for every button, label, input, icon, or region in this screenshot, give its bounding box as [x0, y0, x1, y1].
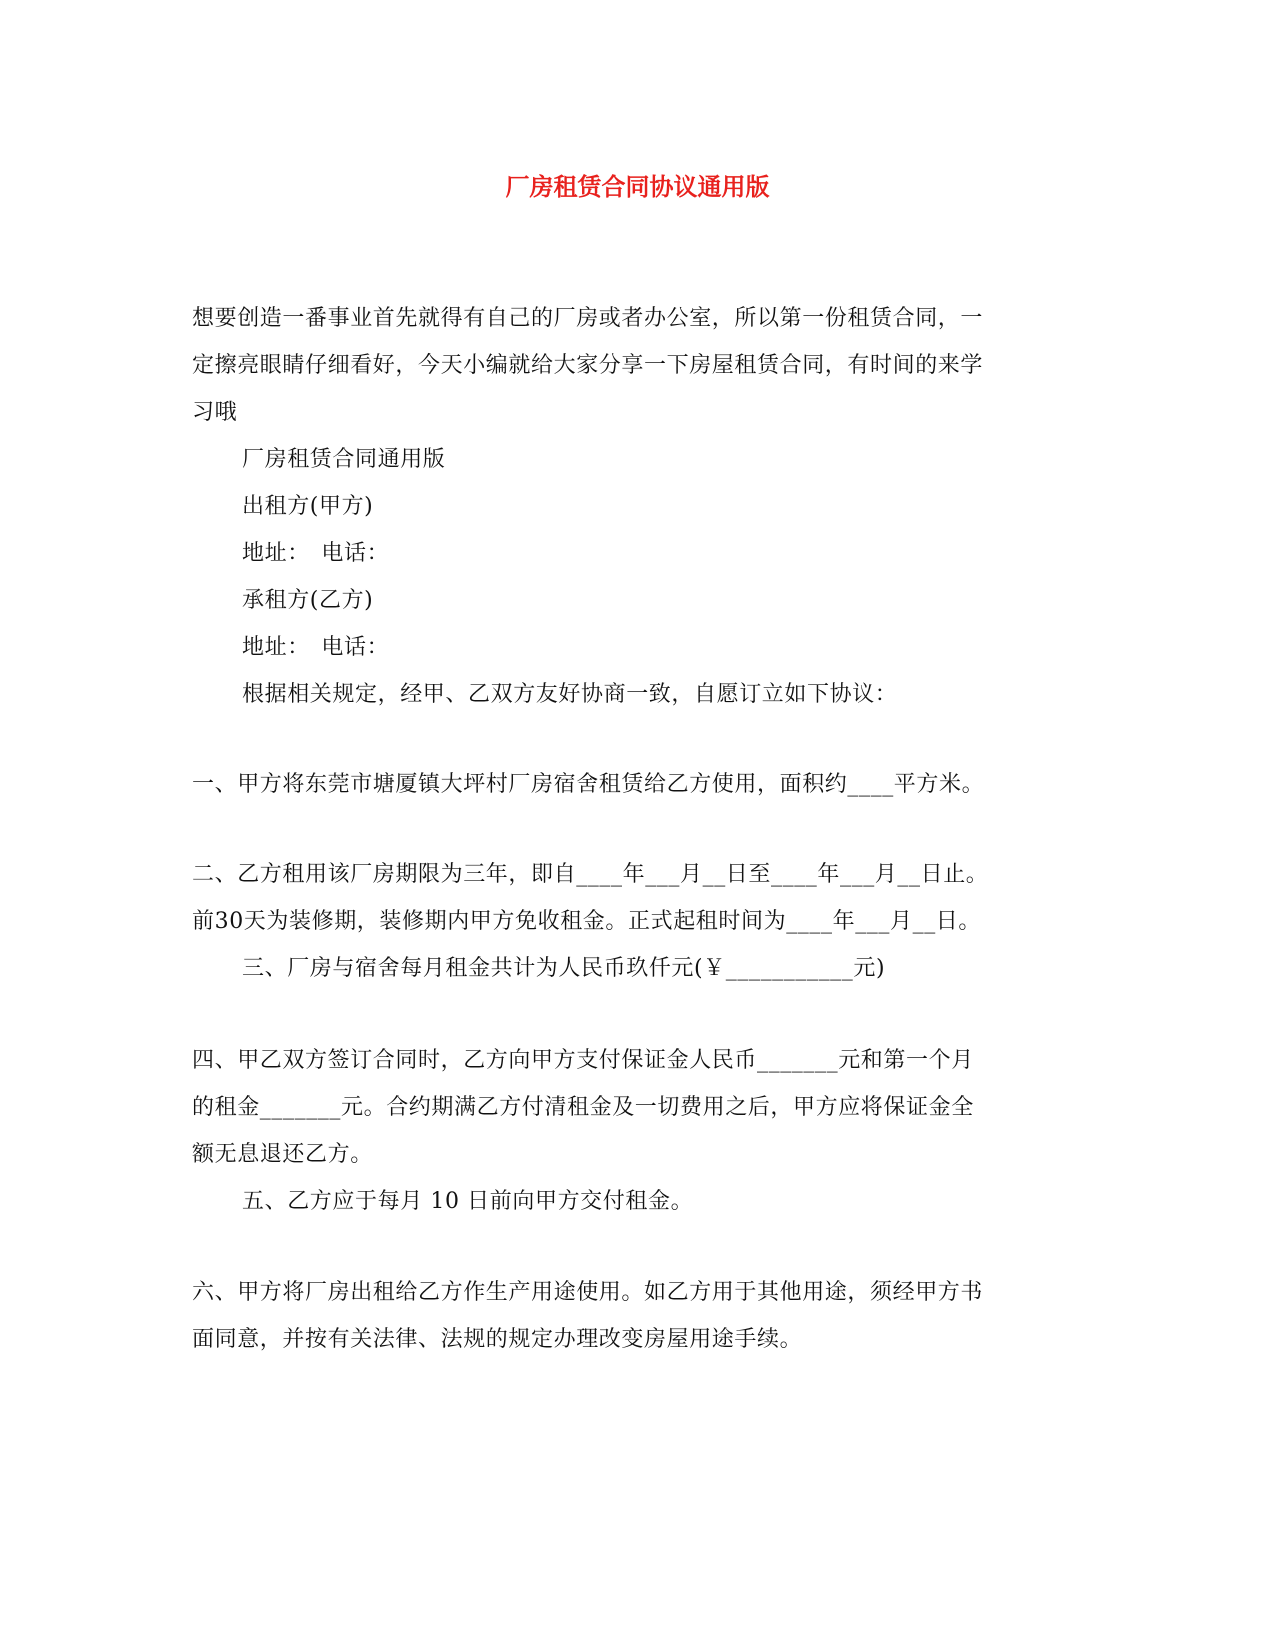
agreement-preamble: 根据相关规定，经甲、乙双方友好协商一致，自愿订立如下协议：: [242, 682, 898, 707]
contract-subtitle: 厂房租赁合同通用版: [242, 447, 446, 472]
clause-4-line-2: 的租金_______元。合约期满乙方付清租金及一切费用之后，甲方应将保证金全: [192, 1095, 974, 1120]
clause-6-line-2: 面同意，并按有关法律、法规的规定办理改变房屋用途手续。: [192, 1327, 803, 1352]
lessee-label: 承租方(乙方): [242, 588, 374, 613]
lessor-label: 出租方(甲方): [242, 494, 374, 519]
clause-1: 一、甲方将东莞市塘厦镇大坪村厂房宿舍租赁给乙方使用，面积约____平方米。: [192, 772, 985, 797]
clause-2-line-2: 前30天为装修期，装修期内甲方免收租金。正式起租时间为____年___月__日。: [192, 909, 981, 934]
document-title: 厂房租赁合同协议通用版: [505, 172, 770, 201]
clause-2-line-1: 二、乙方租用该厂房期限为三年，即自____年___月__日至____年___月__日止。: [192, 862, 989, 887]
clause-3: 三、厂房与宿舍每月租金共计为人民币玖仟元(￥___________元): [242, 956, 886, 981]
lessee-address-phone: 地址： 电话：: [242, 635, 390, 660]
intro-line-3: 习哦: [192, 400, 238, 425]
clause-5: 五、乙方应于每月 10 日前向甲方交付租金。: [242, 1189, 694, 1214]
clause-4-line-3: 额无息退还乙方。: [192, 1142, 373, 1167]
lessor-address-phone: 地址： 电话：: [242, 541, 390, 566]
intro-line-2: 定擦亮眼睛仔细看好，今天小编就给大家分享一下房屋租赁合同，有时间的来学: [192, 353, 984, 378]
clause-4-line-1: 四、甲乙双方签订合同时，乙方向甲方支付保证金人民币_______元和第一个月: [192, 1048, 974, 1073]
clause-6-line-1: 六、甲方将厂房出租给乙方作生产用途使用。如乙方用于其他用途，须经甲方书: [192, 1280, 984, 1305]
intro-line-1: 想要创造一番事业首先就得有自己的厂房或者办公室，所以第一份租赁合同，一: [192, 306, 984, 331]
